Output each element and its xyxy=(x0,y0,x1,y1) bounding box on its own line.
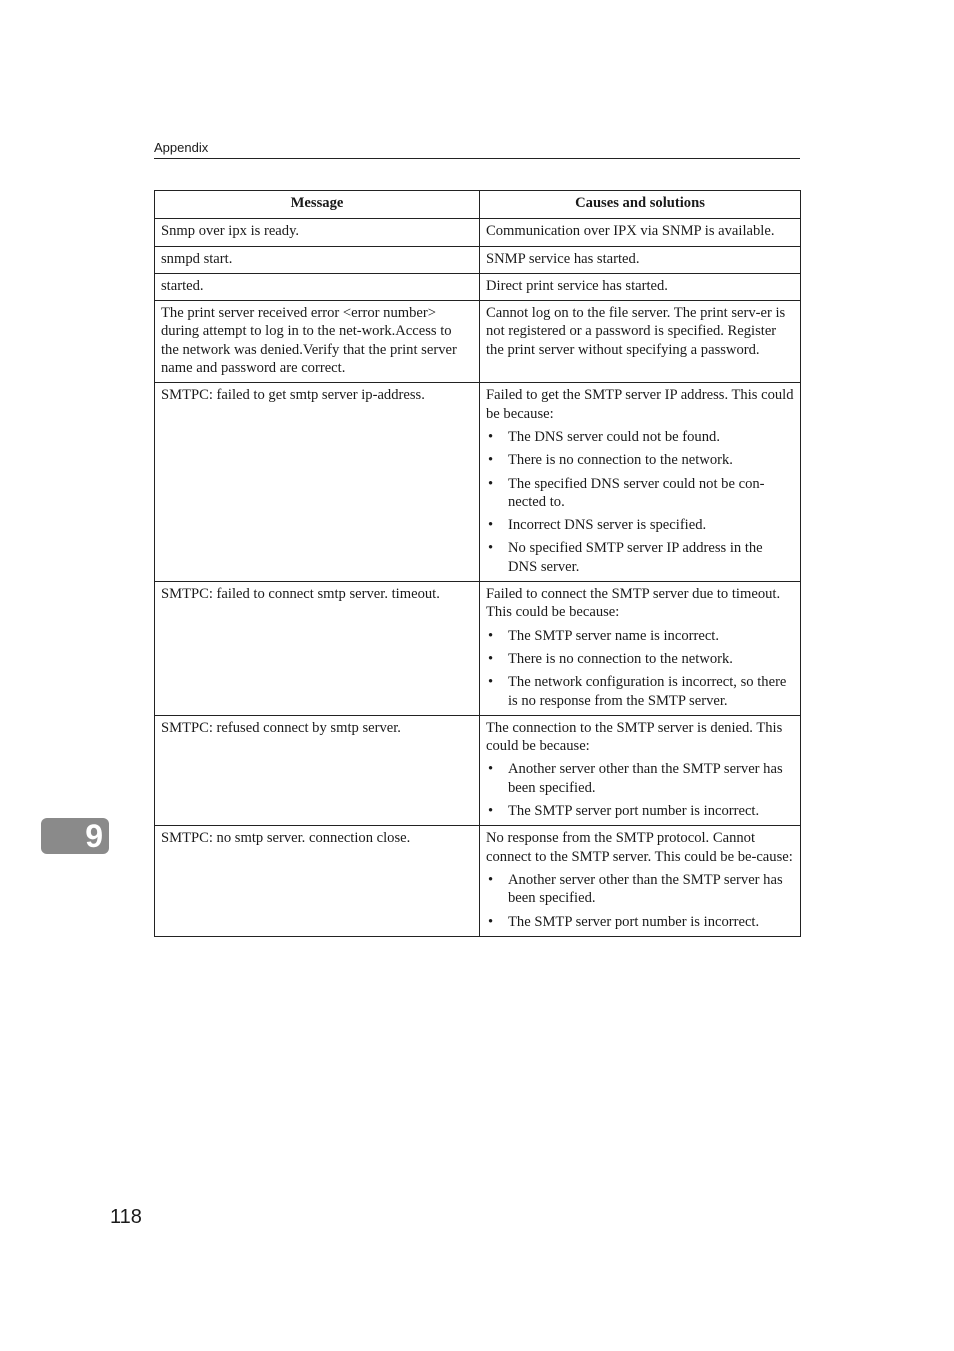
messages-table xyxy=(154,190,801,937)
list-item: • Another server other than the SMTP server has been specified. xyxy=(486,760,794,797)
cause-text: Failed to connect the SMTP server due to timeout. This could be because: xyxy=(486,586,781,621)
list-item: • Another server other than the SMTP server has been specified. xyxy=(486,871,794,908)
cause-list xyxy=(486,871,794,931)
cause-text: The connection to the SMTP server is denied. This could be because: xyxy=(486,719,783,755)
list-item: • There is no connection to the network. xyxy=(486,451,794,469)
cause-cell xyxy=(480,715,801,825)
cause-list xyxy=(486,627,794,710)
section-title: Appendix xyxy=(154,140,209,155)
table-row xyxy=(155,273,801,300)
cause-cell xyxy=(480,383,801,582)
cause-text: No response from the SMTP protocol. Cannot connect to the SMTP server. This could be be-cause: xyxy=(486,830,793,865)
cause-list xyxy=(486,428,794,576)
list-item: • The DNS server could not be found. xyxy=(486,428,794,446)
cause-text: SNMP service has started. xyxy=(486,250,640,267)
message-cell: Snmp over ipx is ready. xyxy=(155,219,480,246)
table-row xyxy=(155,826,801,936)
message-cell: The print server received error <error number> during attempt to log in to the net-work.Access to the network was denied.Verify that the print server name and password are correct. xyxy=(155,301,480,383)
cause-text: Cannot log on to the file server. The print serv-er is not registered or a password is specified. Register the print server without specifying a password. xyxy=(486,305,786,358)
list-item: • The SMTP server port number is incorrect. xyxy=(486,913,794,931)
table-body xyxy=(155,219,801,937)
table-row xyxy=(155,246,801,273)
column-header-causes: Causes and solutions xyxy=(480,191,801,219)
list-item: • The specified DNS server could not be con-nected to. xyxy=(486,475,794,512)
message-cell: started. xyxy=(155,273,480,300)
message-cell: SMTPC: failed to connect smtp server. timeout. xyxy=(155,582,480,716)
message-cell: SMTPC: no smtp server. connection close. xyxy=(155,826,480,936)
cause-cell xyxy=(480,246,801,273)
list-item: • There is no connection to the network. xyxy=(486,650,794,668)
table-row xyxy=(155,383,801,582)
table-row xyxy=(155,715,801,825)
message-cell: SMTPC: failed to get smtp server ip-address. xyxy=(155,383,480,582)
list-item: • The SMTP server port number is incorrect. xyxy=(486,802,794,820)
cause-cell xyxy=(480,301,801,383)
table-row xyxy=(155,582,801,716)
cause-list xyxy=(486,760,794,820)
cause-text: Communication over IPX via SNMP is available. xyxy=(486,223,775,240)
list-item: • Incorrect DNS server is specified. xyxy=(486,516,794,534)
cause-text: Failed to get the SMTP server IP address. This could be because: xyxy=(486,387,794,422)
list-item: • No specified SMTP server IP address in the DNS server. xyxy=(486,539,794,576)
table-row xyxy=(155,219,801,246)
chapter-tab xyxy=(41,818,109,854)
cause-cell xyxy=(480,826,801,936)
message-cell: SMTPC: refused connect by smtp server. xyxy=(155,715,480,825)
page-number: 118 xyxy=(110,1206,142,1228)
cause-text: Direct print service has started. xyxy=(486,277,668,294)
list-item: • The SMTP server name is incorrect. xyxy=(486,627,794,645)
message-cell: snmpd start. xyxy=(155,246,480,273)
cause-cell xyxy=(480,219,801,246)
table-row xyxy=(155,301,801,383)
cause-cell xyxy=(480,273,801,300)
list-item: • The network configuration is incorrect, so there is no response from the SMTP server. xyxy=(486,673,794,710)
column-header-message: Message xyxy=(155,191,480,219)
running-header xyxy=(154,139,800,159)
cause-cell xyxy=(480,582,801,716)
chapter-number: 9 xyxy=(85,818,103,854)
table-header-row xyxy=(155,191,801,219)
